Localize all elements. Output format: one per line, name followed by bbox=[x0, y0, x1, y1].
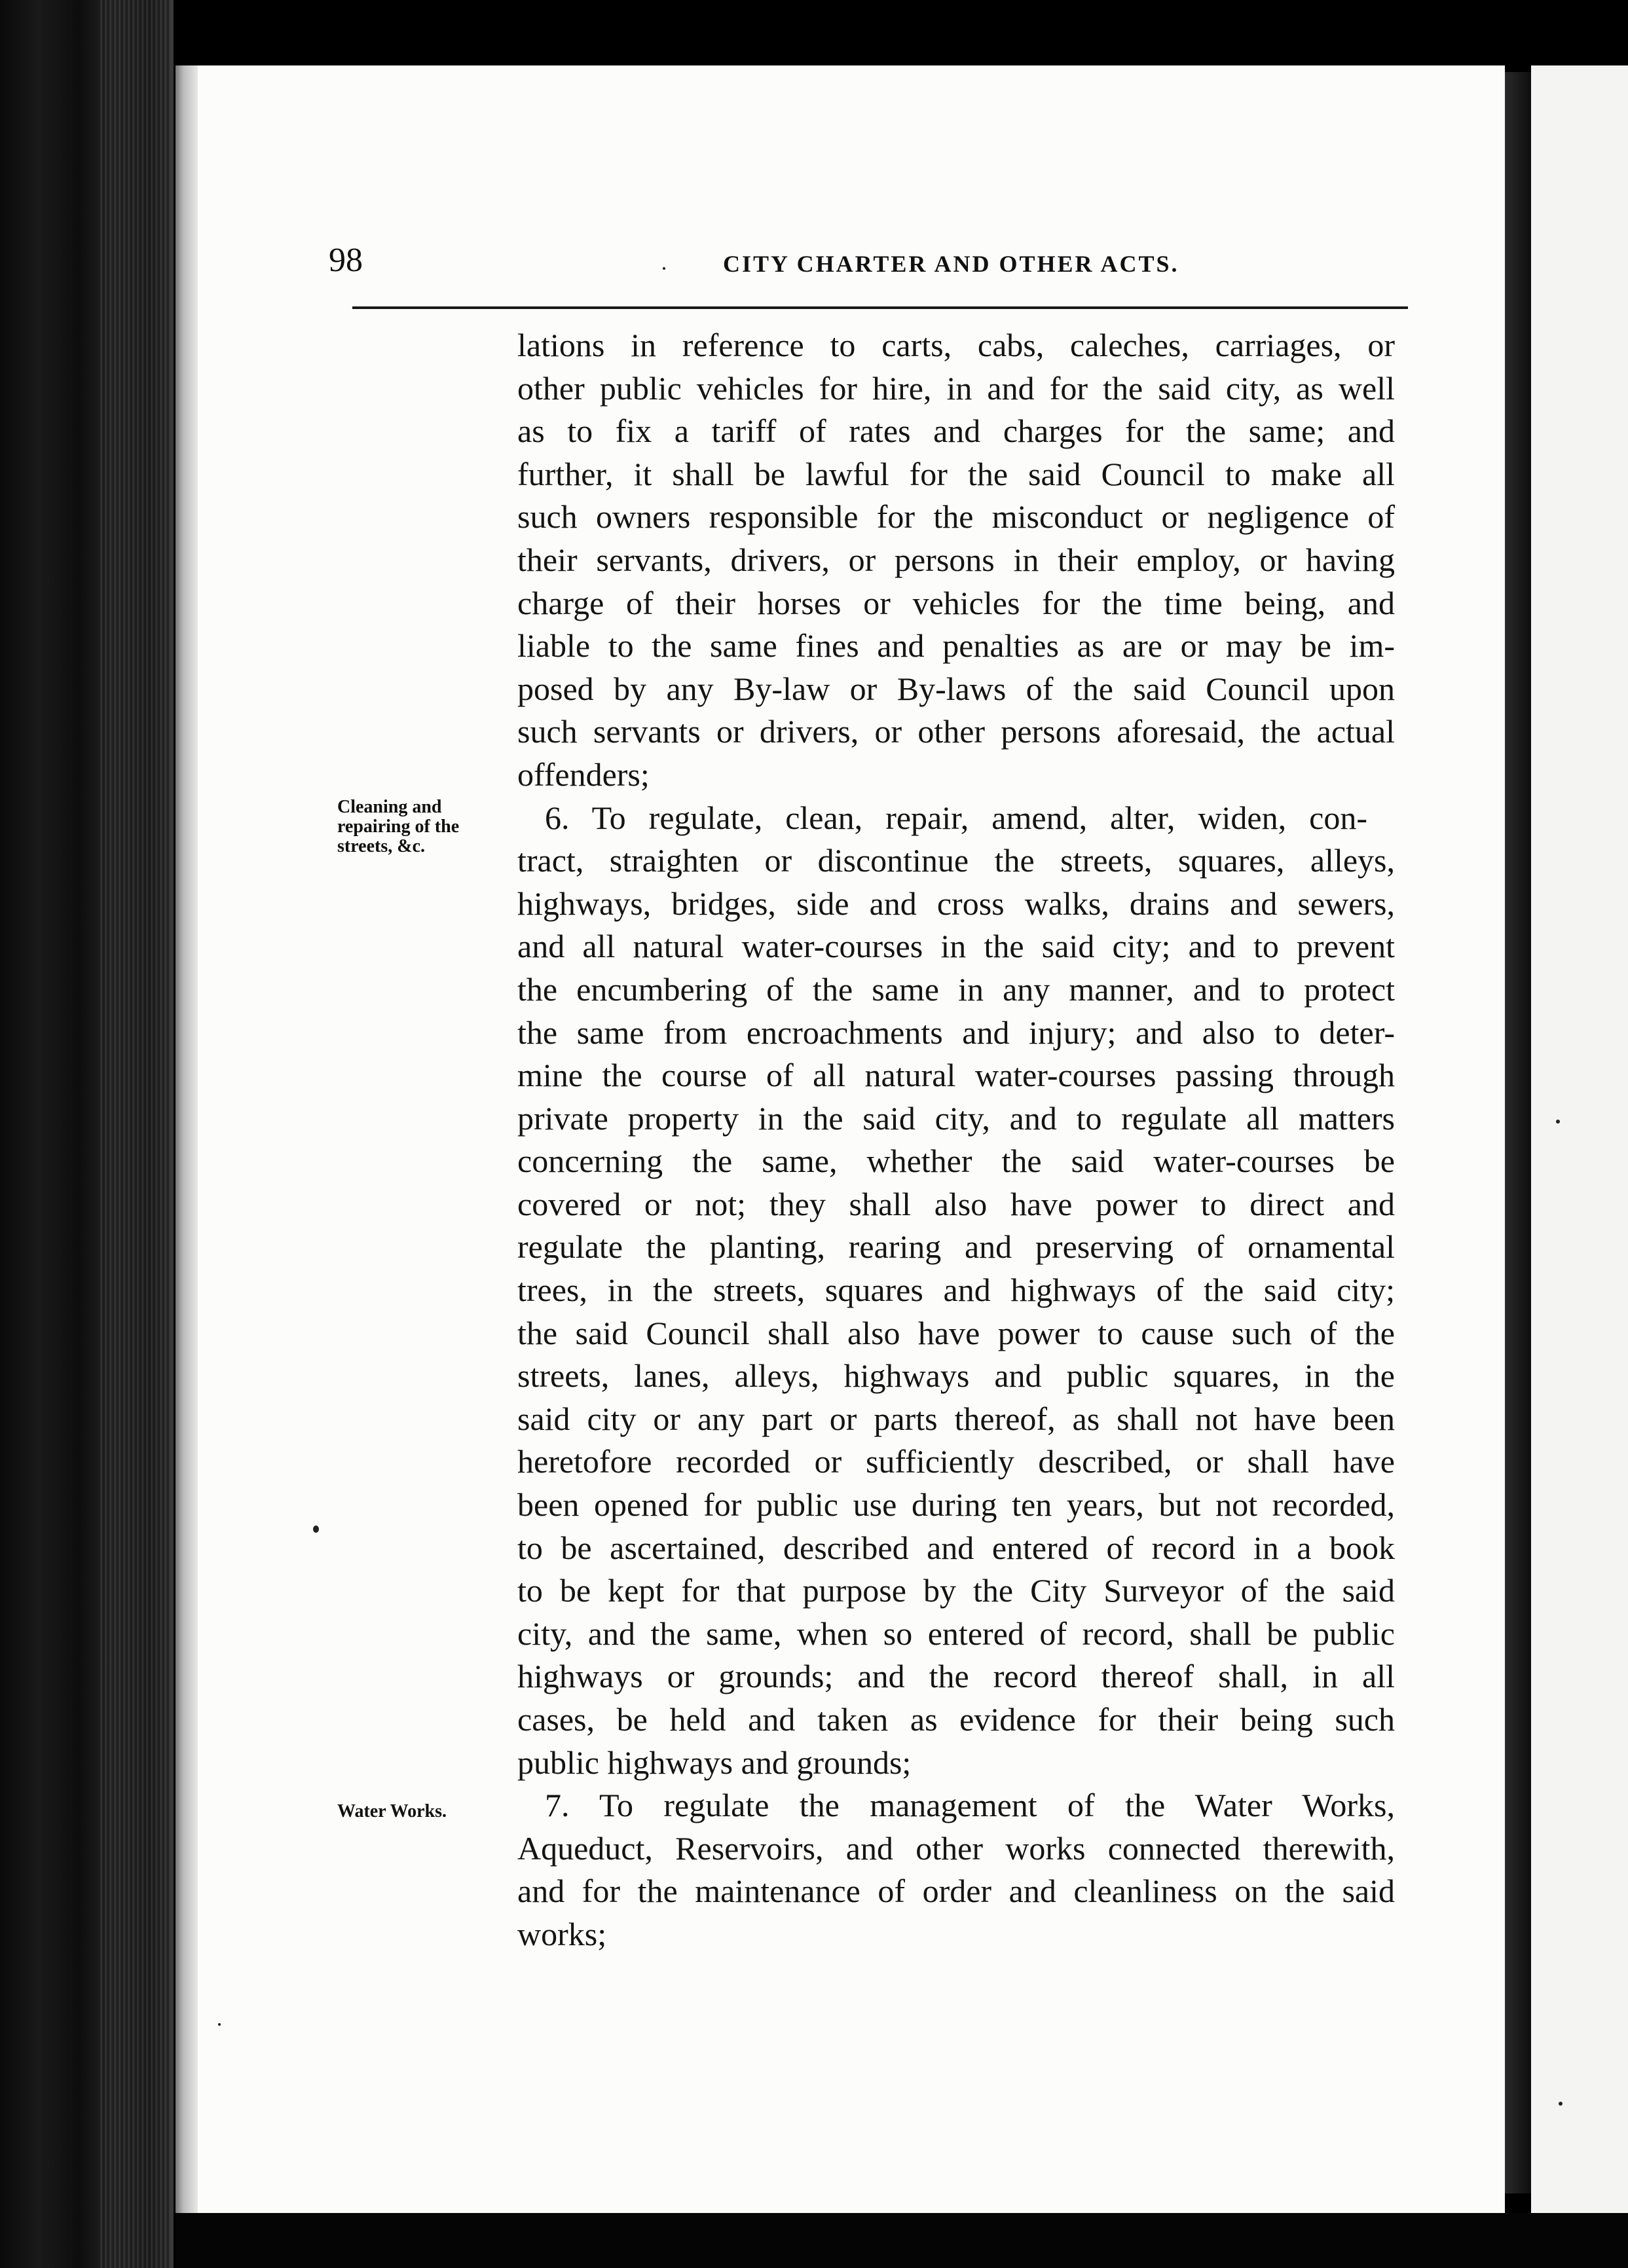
ink-speck bbox=[218, 2023, 221, 2026]
margin-note-cleaning bbox=[337, 797, 459, 856]
page-fold-shadow bbox=[176, 65, 198, 2213]
header-rule bbox=[352, 306, 1408, 309]
text-line: highways, bridges, side and cross walks, drains and sewers, bbox=[517, 885, 1395, 922]
text-line: been opened for public use during ten years, but not recorded, bbox=[517, 1486, 1395, 1524]
text-line: Aqueduct, Reservoirs, and other works connected therewith, bbox=[517, 1829, 1395, 1867]
text-line: posed by any By-law or By-laws of the said Council upon bbox=[517, 670, 1395, 707]
text-line: such servants or drivers, or other persons aforesaid, the actual bbox=[517, 713, 1395, 750]
running-title: CITY CHARTER AND OTHER ACTS. bbox=[723, 251, 1179, 277]
text-line: heretofore recorded or sufficiently described, or shall have bbox=[517, 1443, 1395, 1480]
margin-note-water bbox=[337, 1802, 447, 1821]
page-block-edges bbox=[98, 0, 170, 2268]
text-line: the encumbering of the same in any manner, and to protect bbox=[517, 970, 1395, 1008]
text-line: other public vehicles for hire, in and for the said city, as well bbox=[517, 369, 1395, 407]
text-line: cases, be held and taken as evidence for their being such bbox=[517, 1701, 1395, 1738]
body-text bbox=[517, 324, 1395, 1956]
bottom-shadow bbox=[176, 2213, 1628, 2268]
margin-note-line: Water Works. bbox=[337, 1801, 447, 1821]
ink-speck bbox=[1556, 1120, 1560, 1124]
facing-page-edge bbox=[1531, 65, 1628, 2220]
page-number: 98 bbox=[329, 242, 363, 279]
text-line: city, and the same, when so entered of record, shall be public bbox=[517, 1615, 1395, 1652]
text-line: highways or grounds; and the record thereof shall, in all bbox=[517, 1658, 1395, 1695]
margin-note-line: streets, &c. bbox=[337, 836, 425, 856]
text-line: 7. To regulate the management of the Water Works, bbox=[545, 1787, 1395, 1824]
text-line: charge of their horses or vehicles for the time being, and bbox=[517, 584, 1395, 621]
text-line: lations in reference to carts, cabs, caleches, carriages, or bbox=[517, 327, 1395, 363]
text-line: concerning the same, whether the said water-courses be bbox=[517, 1143, 1395, 1180]
margin-note-line: repairing of the bbox=[337, 816, 460, 837]
text-line: tract, straighten or discontinue the streets, squares, alleys, bbox=[517, 842, 1395, 879]
text-line: regulate the planting, rearing and preserving of ornamental bbox=[517, 1228, 1395, 1266]
text-line: offenders; bbox=[517, 756, 650, 793]
text-line: and all natural water-courses in the said city; and to prevent bbox=[517, 928, 1395, 965]
text-line: and for the maintenance of order and cleanliness on the said bbox=[517, 1873, 1395, 1910]
text-line: covered or not; they shall also have power to direct and bbox=[517, 1185, 1395, 1222]
text-line: streets, lanes, alleys, highways and public squares, in the bbox=[517, 1357, 1395, 1395]
ink-speck bbox=[1559, 2102, 1563, 2106]
text-line: trees, in the streets, squares and highways of the said city; bbox=[517, 1271, 1395, 1309]
text-line: works; bbox=[517, 1915, 607, 1952]
text-line: as to fix a tariff of rates and charges for the same; and bbox=[517, 412, 1395, 450]
text-line: liable to the same fines and penalties as are or may be im- bbox=[517, 627, 1395, 665]
text-line: private property in the said city, and to regulate all matters bbox=[517, 1099, 1395, 1137]
ink-speck bbox=[663, 267, 665, 270]
text-line: further, it shall be lawful for the said Council to make all bbox=[517, 455, 1395, 492]
text-line: to be kept for that purpose by the City Surveyor of the said bbox=[517, 1572, 1395, 1609]
ink-speck bbox=[313, 1526, 319, 1533]
text-line: 6. To regulate, clean, repair, amend, alter, widen, con- bbox=[545, 799, 1367, 836]
text-line: public highways and grounds; bbox=[517, 1744, 912, 1781]
text-line: mine the course of all natural water-courses passing through bbox=[517, 1057, 1395, 1094]
text-line: to be ascertained, described and entered of record in a book bbox=[517, 1529, 1395, 1566]
text-line: said city or any part or parts thereof, as shall not have been bbox=[517, 1400, 1395, 1437]
text-line: their servants, drivers, or persons in their employ, or having bbox=[517, 541, 1395, 578]
text-line: the same from encroachments and injury; and also to deter- bbox=[517, 1014, 1395, 1051]
text-line: the said Council shall also have power to cause such of the bbox=[517, 1314, 1395, 1351]
text-line: such owners responsible for the misconduct or negligence of bbox=[517, 498, 1395, 536]
right-binding-edge bbox=[1505, 72, 1531, 2193]
margin-note-line: Cleaning and bbox=[337, 797, 442, 817]
